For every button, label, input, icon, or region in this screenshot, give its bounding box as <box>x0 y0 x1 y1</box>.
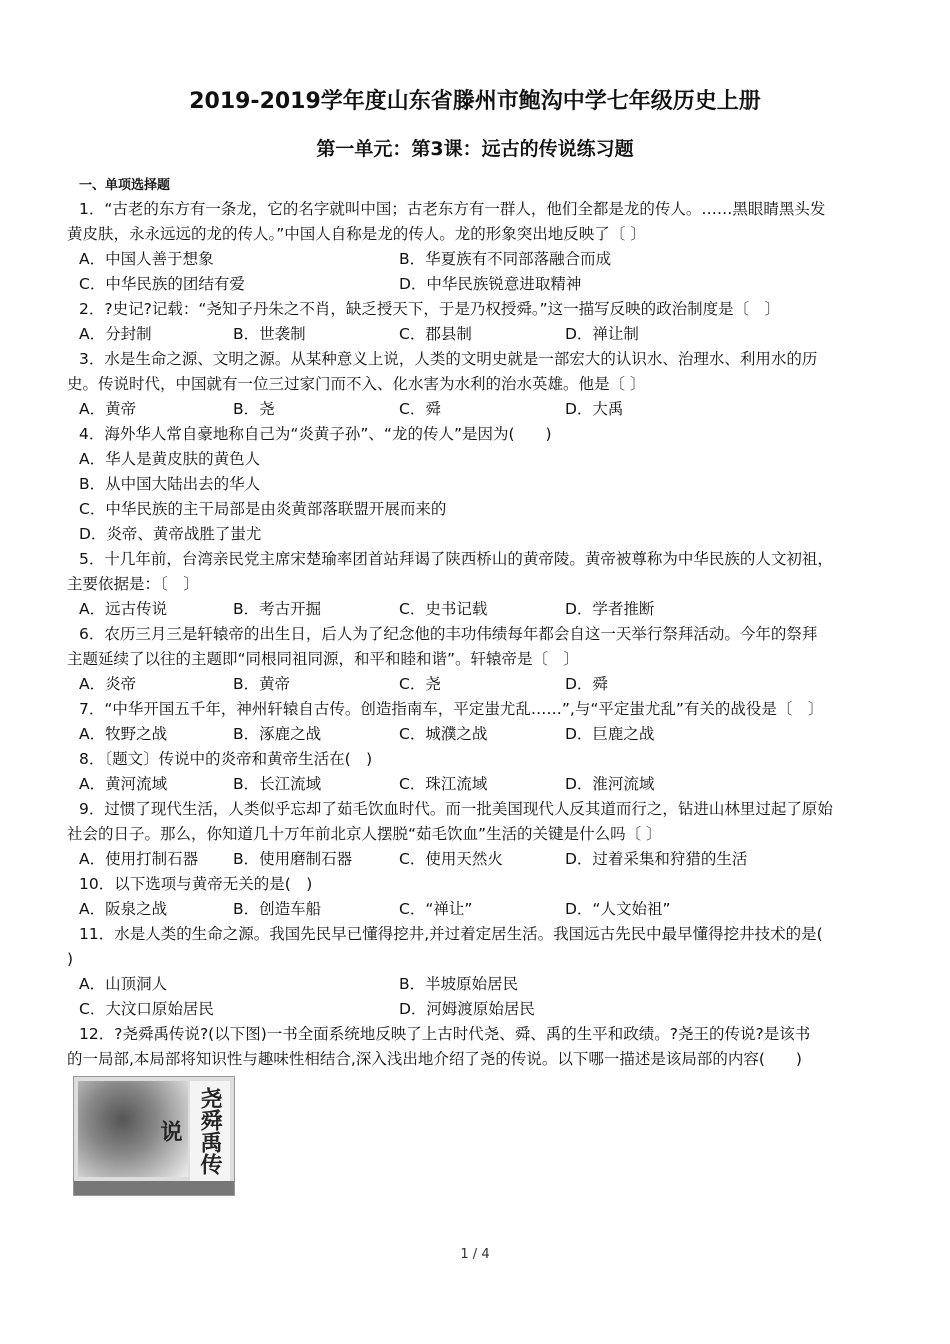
question-1-line-2: 黄皮肤，永永远远的龙的传人。”中国人自称是龙的传人。龙的形象突出地反映了〔 〕 <box>67 225 646 243</box>
q4-option-b: B．从中国大陆出去的华人 <box>79 475 261 493</box>
q5-option-a: A．远古传说 <box>79 600 168 618</box>
q9-option-c: C．使用天然火 <box>399 850 503 868</box>
q5-option-d: D．学者推断 <box>565 600 655 618</box>
question-12-line-2: 的一局部,本局部将知识性与趣味性相结合,深入浅出地介绍了尧的传说。以下哪一描述是该局部的内容( ) <box>67 1050 802 1068</box>
q9-option-d: D．过着采集和狩猎的生活 <box>565 850 748 868</box>
question-3-line-2: 史。传说时代，中国就有一位三过家门而不入、化水害为水利的治水英雄。他是〔 〕 <box>67 375 646 393</box>
question-8-line-1: 8．〔题文〕传说中的炎帝和黄帝生活在( ) <box>79 750 373 768</box>
question-11-line-1: 11．水是人类的生命之源。我国先民早已懂得挖井,并过着定居生活。我国远古先民中最早懂得挖井技术的是( <box>79 925 823 943</box>
question-9-line-1: 9．过惯了现代生活，人类似乎忘却了茹毛饮血时代。而一批美国现代人反其道而行之，钻进山林里过起了原始 <box>79 800 833 818</box>
q5-option-b: B．考古开掘 <box>233 600 322 618</box>
question-4-line-1: 4．海外华人常自豪地称自己为“炎黄子孙”、“龙的传人”是因为( ) <box>79 425 552 443</box>
q1-option-c: C．中华民族的团结有爱 <box>79 275 245 293</box>
question-12-line-1: 12．?尧舜禹传说?(以下图)一书全面系统地反映了上古时代尧、舜、禹的生平和政绩。?尧王的传说?是该书 <box>79 1025 811 1043</box>
q2-option-c: C．郡县制 <box>399 325 472 343</box>
q8-option-c: C．珠江流域 <box>399 775 488 793</box>
page-number: 1 / 4 <box>460 1247 490 1262</box>
q4-option-c: C．中华民族的主干局部是由炎黄部落联盟开展而来的 <box>79 500 447 518</box>
question-1-line-1: 1．“古老的东方有一条龙，它的名字就叫中国；古老东方有一群人，他们全都是龙的传人。……黑眼睛黑头发 <box>79 200 826 218</box>
q10-option-a: A．阪泉之战 <box>79 900 168 918</box>
q1-option-d: D．中华民族锐意进取精神 <box>399 275 582 293</box>
question-2-line-1: 2．?史记?记载：“尧知子丹朱之不肖，缺乏授天下，于是乃权授舜。”这一描写反映的政治制度是〔 〕 <box>79 300 781 318</box>
q3-option-d: D．大禹 <box>565 400 624 418</box>
question-11-line-2: ) <box>67 950 74 968</box>
q1-option-a: A．中国人善于想象 <box>79 250 214 268</box>
document-subtitle: 第一单元：第3课：远古的传说练习题 <box>316 138 634 160</box>
question-9-line-2: 社会的日子。那么，你知道几十万年前北京人摆脱“茹毛饮血”生活的关键是什么吗〔 〕 <box>67 825 662 843</box>
question-7-line-1: 7．“中华开国五千年，神州轩辕自古传。创造指南车，平定蚩尤乱……”,与“平定蚩尤乱”有关的战役是〔 〕 <box>79 700 824 718</box>
book-cover-title: 尧舜禹传说 <box>190 1081 230 1181</box>
q10-option-d: D．“人文始祖” <box>565 900 671 918</box>
q8-option-a: A．黄河流域 <box>79 775 168 793</box>
q2-option-b: B．世袭制 <box>233 325 306 343</box>
q6-option-b: B．黄帝 <box>233 675 291 693</box>
q7-option-c: C．城濮之战 <box>399 725 488 743</box>
q4-option-d: D．炎帝、黄帝战胜了蚩尤 <box>79 525 262 543</box>
q5-option-c: C．史书记载 <box>399 600 488 618</box>
question-5-line-1: 5．十几年前，台湾亲民党主席宋楚瑜率团首站拜谒了陕西桥山的黄帝陵。黄帝被尊称为中华民族的人文初祖， <box>79 550 833 568</box>
q3-option-b: B．尧 <box>233 400 275 418</box>
q7-option-b: B．涿鹿之战 <box>233 725 322 743</box>
section-heading: 一、单项选择题 <box>79 178 171 193</box>
q11-option-a: A．山顶洞人 <box>79 975 168 993</box>
q2-option-d: D．禅让制 <box>565 325 639 343</box>
question-10-line-1: 10．以下选项与黄帝无关的是( ) <box>79 875 313 893</box>
q11-option-c: C．大汶口原始居民 <box>79 1000 214 1018</box>
q8-option-b: B．长江流域 <box>233 775 322 793</box>
q8-option-d: D．淮河流域 <box>565 775 655 793</box>
q6-option-a: A．炎帝 <box>79 675 137 693</box>
q10-option-b: B．创造车船 <box>233 900 322 918</box>
q3-option-c: C．舜 <box>399 400 441 418</box>
q6-option-d: D．舜 <box>565 675 608 693</box>
question-5-line-2: 主要依据是：〔 〕 <box>67 575 199 593</box>
q1-option-b: B．华夏族有不同部落融合而成 <box>399 250 612 268</box>
q4-option-a: A．华人是黄皮肤的黄色人 <box>79 450 261 468</box>
q11-option-d: D．河姆渡原始居民 <box>399 1000 535 1018</box>
document-title: 2019-2019学年度山东省滕州市鲍沟中学七年级历史上册 <box>189 89 761 114</box>
question-3-line-1: 3．水是生命之源、文明之源。从某种意义上说，人类的文明史就是一部宏大的认识水、治理水、利用水的历 <box>79 350 818 368</box>
book-cover-image <box>73 1076 235 1196</box>
question-6-line-1: 6．农历三月三是轩辕帝的出生日，后人为了纪念他的丰功伟绩每年都会自这一天举行祭拜活动。今年的祭拜 <box>79 625 818 643</box>
q9-option-a: A．使用打制石器 <box>79 850 199 868</box>
q7-option-a: A．牧野之战 <box>79 725 168 743</box>
q6-option-c: C．尧 <box>399 675 441 693</box>
q7-option-d: D．巨鹿之战 <box>565 725 655 743</box>
q11-option-b: B．半坡原始居民 <box>399 975 519 993</box>
book-cover-footer <box>74 1181 234 1195</box>
q9-option-b: B．使用磨制石器 <box>233 850 353 868</box>
q3-option-a: A．黄帝 <box>79 400 137 418</box>
q2-option-a: A．分封制 <box>79 325 152 343</box>
question-6-line-2: 主题延续了以往的主题即“同根同祖同源，和平和睦和谐”。轩辕帝是〔 〕 <box>67 650 580 668</box>
q10-option-c: C．“禅让” <box>399 900 473 918</box>
